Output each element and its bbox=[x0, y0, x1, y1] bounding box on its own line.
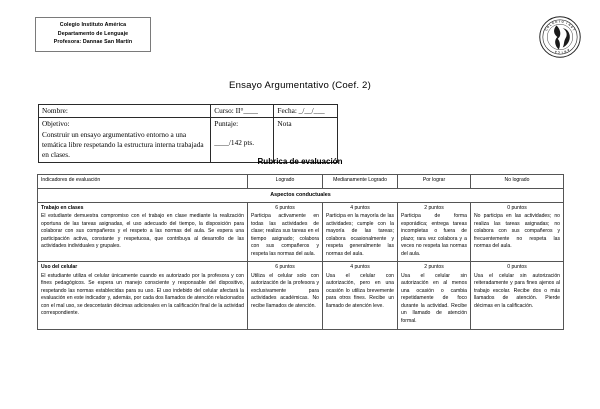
school-seal-logo bbox=[538, 15, 582, 59]
level-cell-por-lograr bbox=[398, 262, 471, 329]
puntaje-label: Puntaje: bbox=[214, 119, 239, 129]
teacher-name: Profesora: Dannae San Martín bbox=[53, 39, 133, 46]
svg-text:O: O bbox=[545, 24, 551, 30]
objetivo-label: Objetivo: bbox=[42, 119, 70, 129]
assignment-info-table bbox=[38, 104, 338, 163]
level-cell-medianamente-logrado bbox=[323, 262, 398, 329]
svg-text:E: E bbox=[551, 20, 555, 26]
level-points: 4 puntos bbox=[350, 264, 370, 271]
level-description: Participa activamente en todas las actividades de clase; realiza sus tareas en el tiempo asignado; colabora con sus compañeros y respeta las normas del aula. bbox=[251, 213, 319, 257]
nombre-cell: Nombre: bbox=[39, 105, 211, 118]
level-points: 0 puntos bbox=[507, 204, 527, 211]
svg-text:I: I bbox=[561, 50, 563, 55]
level-cell-medianamente-logrado bbox=[323, 202, 398, 262]
objetivo-cell bbox=[39, 118, 211, 162]
column-header-no-logrado: No logrado bbox=[471, 175, 564, 189]
level-points: 6 puntos bbox=[275, 264, 295, 271]
column-header-indicadores: Indicadores de evaluación bbox=[38, 175, 248, 189]
svg-text:I: I bbox=[565, 21, 569, 26]
svg-text:A: A bbox=[554, 49, 558, 55]
level-points: 2 puntos bbox=[424, 204, 444, 211]
svg-text:S: S bbox=[569, 25, 575, 30]
column-header-por-lograr: Por lograr bbox=[398, 175, 471, 189]
level-cell-logrado bbox=[248, 262, 323, 329]
info-row-objetivo bbox=[39, 118, 338, 162]
level-description: No participa en las actividades; no realiza las tareas asignadas; no colabora con sus compañeros y frecuentemente no respeta las normas del aula. bbox=[474, 213, 560, 250]
column-header-medianamente-logrado: Medianamente Logrado bbox=[323, 175, 398, 189]
table-row bbox=[38, 262, 564, 329]
svg-text:R: R bbox=[563, 49, 567, 54]
nota-cell: Nota bbox=[274, 118, 338, 162]
puntaje-value: ____/142 pts. bbox=[214, 137, 255, 147]
criterion-description: El estudiante utiliza el celular únicamente cuando es autorizado por la profesora y con fines pedagógicos. Se espera un manejo consciente y responsable del dispositivo, respetando las normas establecidas para su uso. El uso indebido del celular afectará la evaluación en este indicador y, además, por cada dos llamados de atención relacionados con el mal uso, se descontarán décimas adicionales en la calificación final de la actividad correspondiente. bbox=[41, 272, 244, 317]
letterhead-box bbox=[35, 17, 151, 52]
level-description: Utiliza el celular solo con autorización de la profesora y exclusivamente para actividades académicas. No recibe llamados de atención. bbox=[251, 272, 319, 309]
objetivo-text: Construir un ensayo argumentativo entorno a una temática libre respetando la estructura interna trabajada en clases. bbox=[42, 129, 204, 160]
department-name: Departamento de Lenguaje bbox=[57, 30, 129, 37]
level-points: 2 puntos bbox=[424, 264, 444, 271]
level-cell-logrado bbox=[248, 202, 323, 262]
level-cell-por-lograr bbox=[398, 202, 471, 262]
level-cell-no-logrado bbox=[471, 202, 564, 262]
svg-text:I: I bbox=[558, 19, 560, 24]
fecha-cell: Fecha: _/__/___ bbox=[274, 105, 338, 118]
level-description: Participa en la mayoría de las actividades; cumple con la mayoría de las tareas; colabora ocasionalmente y respeta generalmente las normas del aula. bbox=[326, 213, 394, 257]
svg-text:N: N bbox=[567, 22, 572, 27]
school-name: Colegio Instituto América bbox=[59, 22, 127, 28]
level-description: Usa el celular con autorización, pero en una ocasión lo utiliza brevemente para otros fines. Recibe un llamado de atención leve. bbox=[326, 272, 394, 309]
level-description: Usa el celular sin autorización reiteradamente y para fines ajenos al trabajo escolar. Recibe dos o más llamados de atención. Pierde décimas en la calificación. bbox=[474, 272, 560, 309]
rubric-section-band-row bbox=[38, 188, 564, 202]
rubric-table bbox=[37, 174, 564, 330]
document-title: Ensayo Argumentativo (Coef. 2) bbox=[229, 80, 371, 91]
svg-text:L: L bbox=[548, 22, 553, 27]
section-band-aspectos-conductuales: Aspectos conductuales bbox=[38, 188, 564, 202]
level-points: 0 puntos bbox=[507, 264, 527, 271]
svg-text:O: O bbox=[561, 19, 565, 24]
puntaje-cell bbox=[211, 118, 274, 162]
level-description: Participa de forma esporádica; entrega tareas incompletas o fuera de plazo; rara vez colabora y a veces no respeta las normas del aula. bbox=[401, 213, 467, 257]
svg-text:A: A bbox=[566, 47, 571, 53]
rubric-heading: Rubrica de evaluación bbox=[257, 157, 343, 166]
svg-text:C: C bbox=[544, 27, 549, 32]
column-header-logrado: Logrado bbox=[248, 175, 323, 189]
table-row bbox=[38, 202, 564, 262]
criterion-description: El estudiante demuestra compromiso con el trabajo en clase mediante la realización oportuna de las tareas asignadas, el uso adecuado del tiempo, la disposición para colaborar con sus compañeros y el respeto a las normas del aula. Se espera una participación activa, constante y respetuosa, que contribuya al desarrollo de las actividades individuales y grupales. bbox=[41, 213, 244, 250]
rubric-header-row bbox=[38, 175, 564, 189]
criterion-cell-uso-del-celular bbox=[38, 262, 248, 329]
criterion-title: Trabajo en clases bbox=[41, 204, 84, 211]
level-points: 4 puntos bbox=[350, 204, 370, 211]
level-description: Usa el celular sin autorización en al menos una ocasión o cambia repetidamente de foco durante la actividad. Recibe un llamado de atención formal. bbox=[401, 272, 467, 324]
svg-text:C: C bbox=[557, 50, 561, 55]
svg-text:T: T bbox=[571, 28, 576, 32]
curso-cell: Curso: II°____ bbox=[211, 105, 274, 118]
info-row-nombre bbox=[39, 105, 338, 118]
svg-text:G: G bbox=[554, 19, 558, 25]
level-cell-no-logrado bbox=[471, 262, 564, 329]
level-points: 6 puntos bbox=[275, 204, 295, 211]
criterion-title: Uso del celular bbox=[41, 264, 78, 271]
criterion-cell-trabajo-en-clases bbox=[38, 202, 248, 262]
